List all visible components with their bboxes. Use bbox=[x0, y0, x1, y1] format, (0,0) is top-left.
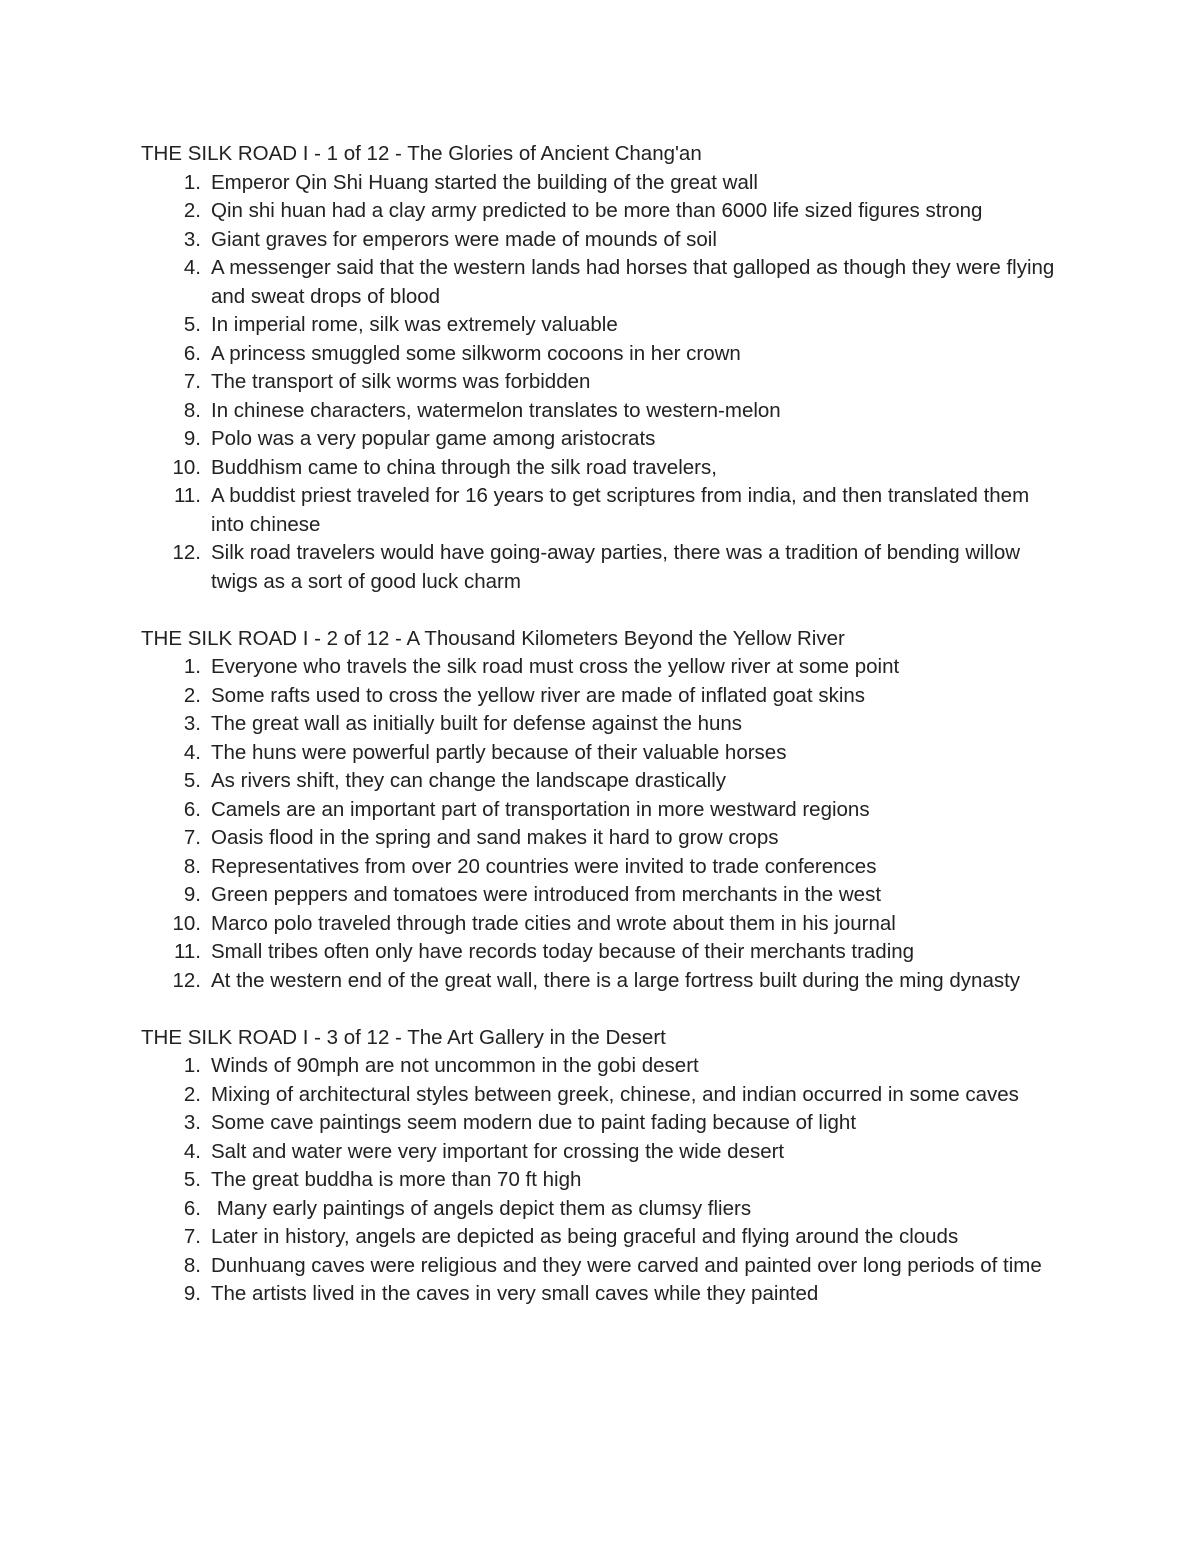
item-list bbox=[141, 1052, 1061, 1309]
section-2 bbox=[141, 625, 1061, 996]
item-text: Everyone who travels the silk road must cross the yellow river at some point bbox=[211, 655, 900, 678]
item-text: A messenger said that the western lands had horses that galloped as though they were flying and sweat drops of blood bbox=[211, 256, 1061, 308]
list-item bbox=[141, 226, 1061, 255]
list-item bbox=[141, 1138, 1061, 1167]
list-item bbox=[141, 539, 1061, 596]
list-item bbox=[141, 340, 1061, 369]
item-number: 5. bbox=[183, 313, 201, 336]
section-3 bbox=[141, 1024, 1061, 1309]
item-text: Oasis flood in the spring and sand makes it hard to grow crops bbox=[211, 826, 779, 849]
list-item bbox=[141, 425, 1061, 454]
list-item bbox=[141, 796, 1061, 825]
list-item bbox=[141, 1166, 1061, 1195]
item-number: 8. bbox=[183, 398, 201, 422]
list-item bbox=[141, 881, 1061, 910]
item-text: A princess smuggled some silkworm cocoons in her crown bbox=[211, 341, 741, 365]
list-item bbox=[141, 1081, 1061, 1110]
item-text: In chinese characters, watermelon translates to western-melon bbox=[211, 398, 781, 422]
item-text: Mixing of architectural styles between greek, chinese, and indian occurred in some caves bbox=[211, 1082, 1019, 1106]
list-item bbox=[141, 1109, 1061, 1138]
item-number: 3. bbox=[183, 227, 201, 251]
list-item bbox=[141, 254, 1061, 311]
section-1 bbox=[141, 140, 1061, 596]
list-item bbox=[141, 397, 1061, 426]
item-text: Many early paintings of angels depict them as clumsy fliers bbox=[211, 1196, 752, 1220]
list-item bbox=[141, 767, 1061, 796]
list-item bbox=[141, 853, 1061, 882]
list-item bbox=[141, 169, 1061, 198]
item-number: 3. bbox=[183, 712, 201, 735]
item-number: 6. bbox=[183, 341, 201, 365]
item-text: In imperial rome, silk was extremely valuable bbox=[211, 313, 618, 336]
item-text: At the western end of the great wall, there is a large fortress built during the ming dynasty bbox=[211, 968, 1021, 992]
item-text: Small tribes often only have records today because of their merchants trading bbox=[211, 940, 915, 963]
item-number: 9. bbox=[183, 1282, 201, 1305]
document-page bbox=[141, 140, 1061, 1337]
item-text: The great wall as initially built for defense against the huns bbox=[211, 712, 743, 735]
item-text: Marco polo traveled through trade cities and wrote about them in his journal bbox=[211, 911, 896, 935]
list-item bbox=[141, 682, 1061, 711]
list-item bbox=[141, 739, 1061, 768]
item-number: 9. bbox=[183, 883, 201, 906]
list-item bbox=[141, 368, 1061, 397]
item-number: 4. bbox=[183, 740, 201, 764]
list-item bbox=[141, 1223, 1061, 1252]
list-item bbox=[141, 653, 1061, 682]
item-text: Dunhuang caves were religious and they were carved and painted over long periods of time bbox=[211, 1253, 1042, 1277]
item-text: Buddhism came to china through the silk road travelers, bbox=[211, 455, 717, 479]
item-number: 7. bbox=[183, 370, 201, 393]
item-number: 6. bbox=[183, 1196, 201, 1220]
item-number: 7. bbox=[183, 1225, 201, 1248]
list-item bbox=[141, 967, 1061, 996]
list-item bbox=[141, 824, 1061, 853]
item-text: The transport of silk worms was forbidden bbox=[211, 370, 591, 393]
item-number: 1. bbox=[183, 1054, 201, 1077]
item-number: 2. bbox=[183, 683, 201, 707]
list-item bbox=[141, 197, 1061, 226]
item-number: 10. bbox=[172, 911, 201, 935]
item-text: Giant graves for emperors were made of mounds of soil bbox=[211, 227, 717, 251]
item-text: The great buddha is more than 70 ft high bbox=[211, 1168, 582, 1191]
item-number: 5. bbox=[183, 1168, 201, 1191]
section-title: THE SILK ROAD I - 2 of 12 - A Thousand Kilometers Beyond the Yellow River bbox=[141, 626, 845, 650]
item-number: 12. bbox=[172, 968, 201, 992]
item-text: Silk road travelers would have going-away parties, there was a tradition of bending willow twigs as a sort of good luck charm bbox=[211, 541, 1026, 593]
item-text: Later in history, angels are depicted as being graceful and flying around the clouds bbox=[211, 1225, 959, 1248]
item-text: Polo was a very popular game among aristocrats bbox=[211, 427, 656, 450]
item-number: 4. bbox=[183, 256, 201, 279]
item-number: 1. bbox=[183, 170, 201, 194]
section-title: THE SILK ROAD I - 3 of 12 - The Art Gallery in the Desert bbox=[141, 1025, 666, 1049]
item-number: 9. bbox=[183, 427, 201, 450]
item-number: 10. bbox=[172, 455, 201, 479]
item-text: The artists lived in the caves in very small caves while they painted bbox=[211, 1282, 819, 1305]
item-text: Representatives from over 20 countries were invited to trade conferences bbox=[211, 854, 877, 878]
item-text: Some rafts used to cross the yellow river are made of inflated goat skins bbox=[211, 683, 866, 707]
item-text: Green peppers and tomatoes were introduced from merchants in the west bbox=[211, 883, 882, 906]
item-number: 2. bbox=[183, 199, 201, 222]
item-text: Qin shi huan had a clay army predicted to be more than 6000 life sized figures strong bbox=[211, 199, 983, 222]
item-number: 2. bbox=[183, 1082, 201, 1106]
list-item bbox=[141, 938, 1061, 967]
item-text: Salt and water were very important for crossing the wide desert bbox=[211, 1139, 785, 1163]
item-number: 6. bbox=[183, 797, 201, 821]
list-item bbox=[141, 710, 1061, 739]
item-number: 4. bbox=[183, 1139, 201, 1163]
item-list bbox=[141, 653, 1061, 995]
item-number: 8. bbox=[183, 854, 201, 878]
item-text: The huns were powerful partly because of their valuable horses bbox=[211, 740, 787, 764]
item-number: 3. bbox=[183, 1111, 201, 1134]
item-text: Some cave paintings seem modern due to paint fading because of light bbox=[211, 1111, 857, 1134]
item-number: 11. bbox=[174, 484, 201, 507]
list-item bbox=[141, 1252, 1061, 1281]
item-number: 12. bbox=[172, 541, 201, 564]
item-number: 5. bbox=[183, 769, 201, 792]
item-text: Emperor Qin Shi Huang started the building of the great wall bbox=[211, 170, 758, 194]
item-text: As rivers shift, they can change the landscape drastically bbox=[211, 769, 727, 792]
item-number: 1. bbox=[183, 655, 201, 678]
item-number: 8. bbox=[183, 1253, 201, 1277]
list-item bbox=[141, 311, 1061, 340]
list-item bbox=[141, 482, 1061, 539]
list-item bbox=[141, 1195, 1061, 1224]
item-number: 11. bbox=[174, 940, 201, 963]
item-text: Camels are an important part of transportation in more westward regions bbox=[211, 797, 870, 821]
list-item bbox=[141, 1280, 1061, 1309]
item-text: A buddist priest traveled for 16 years to get scriptures from india, and then translated them into chinese bbox=[211, 484, 1035, 536]
item-list bbox=[141, 169, 1061, 597]
section-title: THE SILK ROAD I - 1 of 12 - The Glories of Ancient Chang'an bbox=[141, 142, 702, 165]
item-number: 7. bbox=[183, 826, 201, 849]
item-text: Winds of 90mph are not uncommon in the gobi desert bbox=[211, 1054, 699, 1077]
list-item bbox=[141, 454, 1061, 483]
list-item bbox=[141, 910, 1061, 939]
list-item bbox=[141, 1052, 1061, 1081]
